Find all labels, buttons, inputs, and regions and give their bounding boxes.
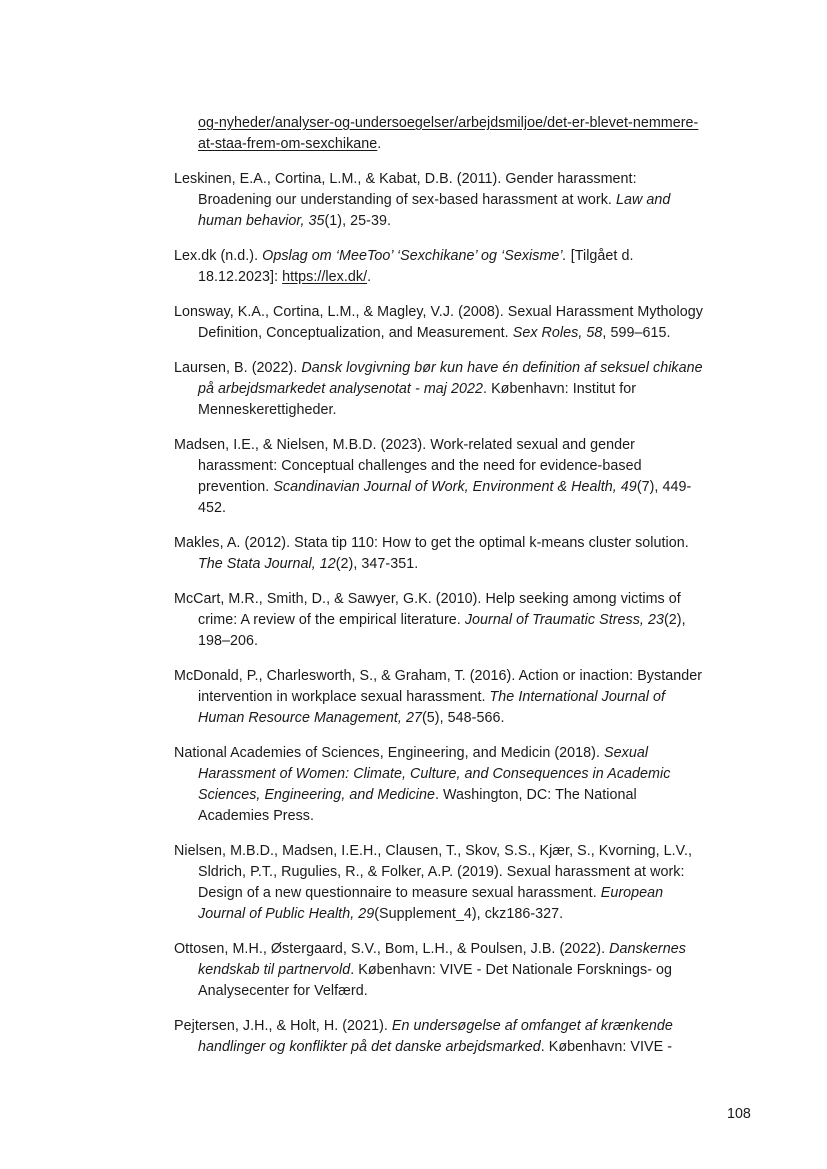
- reference-source: Sexual Harassment of Women: Climate, Culture, and Consequences in Academic Sciences, Engineering, and Medicine: [198, 745, 671, 803]
- reference-text: Lonsway, K.A., Cortina, L.M., & Magley, V.J. (2008). Sexual Harassment Mythology Definition, Conceptualization, and Measurement.: [174, 304, 703, 341]
- reference-text: . København: VIVE - Det Nationale Forsknings- og Analysecenter for Velfærd.: [198, 962, 673, 999]
- reference-entry-continued: [174, 113, 704, 155]
- reference-source: European Journal of Public Health, 29: [198, 885, 664, 922]
- reference-text: . København: Institut for Menneskerettigheder.: [198, 381, 637, 418]
- reference-source: Dansk lovgivning bør kun have én definition af seksuel chikane på arbejdsmarkedet analysenotat - maj 2022: [198, 360, 703, 397]
- reference-text: Pejtersen, J.H., & Holt, H. (2021).: [174, 1018, 392, 1034]
- reference-text: (5), 548-566.: [421, 710, 505, 726]
- reference-source: En undersøgelse af omfanget af krænkende handlinger og konflikter på det danske arbejdsmarked: [198, 1018, 673, 1055]
- reference-list: [174, 113, 704, 1072]
- reference-entry: [174, 435, 704, 519]
- reference-text: Madsen, I.E., & Nielsen, M.B.D. (2023). Work-related sexual and gender harassment: Conceptual challenges and the need for evidence-based prevention.: [174, 437, 642, 495]
- reference-link[interactable]: https://lex.dk/: [282, 269, 368, 285]
- reference-text: (Supplement_4), ckz186-327.: [374, 906, 564, 922]
- reference-text: (2), 347-351.: [335, 556, 419, 572]
- reference-text: Ottosen, M.H., Østergaard, S.V., Bom, L.H., & Poulsen, J.B. (2022).: [174, 941, 610, 957]
- reference-text: (2), 198–206.: [198, 612, 686, 649]
- reference-text: Nielsen, M.B.D., Madsen, I.E.H., Clausen, T., Skov, S.S., Kjær, S., Kvorning, L.V., Sldrich, P.T., Rugulies, R., & Folker, A.P. (2019). Sexual harassment at work: Design of a new questionnaire to measure sexual harassment.: [174, 843, 692, 901]
- reference-text: Makles, A. (2012). Stata tip 110: How to get the optimal k-means cluster solution.: [174, 535, 689, 551]
- reference-entry: [174, 358, 704, 421]
- reference-entry: [174, 533, 704, 575]
- reference-text: .: [377, 136, 382, 152]
- reference-text: Laursen, B. (2022).: [174, 360, 302, 376]
- reference-text: . København: VIVE -: [540, 1039, 673, 1055]
- reference-entry: [174, 939, 704, 1002]
- reference-source: The International Journal of Human Resource Management, 27: [198, 689, 665, 726]
- reference-entry: [174, 589, 704, 652]
- reference-text: [Tilgået d. 18.12.2023]:: [198, 248, 634, 285]
- reference-entry: [174, 1016, 704, 1058]
- reference-source: Journal of Traumatic Stress, 23: [464, 612, 664, 628]
- reference-entry: [174, 302, 704, 344]
- reference-text: .: [367, 269, 372, 285]
- reference-text: Lex.dk (n.d.).: [174, 248, 263, 264]
- reference-source: Scandinavian Journal of Work, Environment & Health, 49: [273, 479, 637, 495]
- reference-entry: [174, 841, 704, 925]
- reference-text: (7), 449-452.: [198, 479, 692, 516]
- reference-entry: [174, 169, 704, 232]
- reference-text: Leskinen, E.A., Cortina, L.M., & Kabat, D.B. (2011). Gender harassment: Broadening our understanding of sex-based harassment at work.: [174, 171, 637, 208]
- reference-text: , 599–615.: [602, 325, 671, 341]
- reference-text: McCart, M.R., Smith, D., & Sawyer, G.K. (2010). Help seeking among victims of crime: A review of the empirical literature.: [174, 591, 681, 628]
- reference-source: The Stata Journal, 12: [198, 556, 336, 572]
- reference-entry: [174, 666, 704, 729]
- reference-link[interactable]: og-nyheder/analyser-og-undersoegelser/arbejdsmiljoe/det-er-blevet-nemmere-at-staa-frem-om-sexchikane: [198, 115, 699, 152]
- reference-text: . Washington, DC: The National Academies Press.: [198, 787, 637, 824]
- reference-text: (1), 25-39.: [324, 213, 392, 229]
- reference-entry: [174, 246, 704, 288]
- reference-text: National Academies of Sciences, Engineering, and Medicin (2018).: [174, 745, 605, 761]
- page-number: 108: [727, 1106, 751, 1122]
- reference-entry: [174, 743, 704, 827]
- reference-source: Opslag om ‘MeeToo’ ‘Sexchikane’ og ‘Sexisme’.: [262, 248, 567, 264]
- reference-source: Danskernes kendskab til partnervold: [198, 941, 686, 978]
- reference-source: Law and human behavior, 35: [198, 192, 671, 229]
- reference-text: McDonald, P., Charlesworth, S., & Graham, T. (2016). Action or inaction: Bystander intervention in workplace sexual harassment.: [174, 668, 703, 705]
- reference-source: Sex Roles, 58: [512, 325, 603, 341]
